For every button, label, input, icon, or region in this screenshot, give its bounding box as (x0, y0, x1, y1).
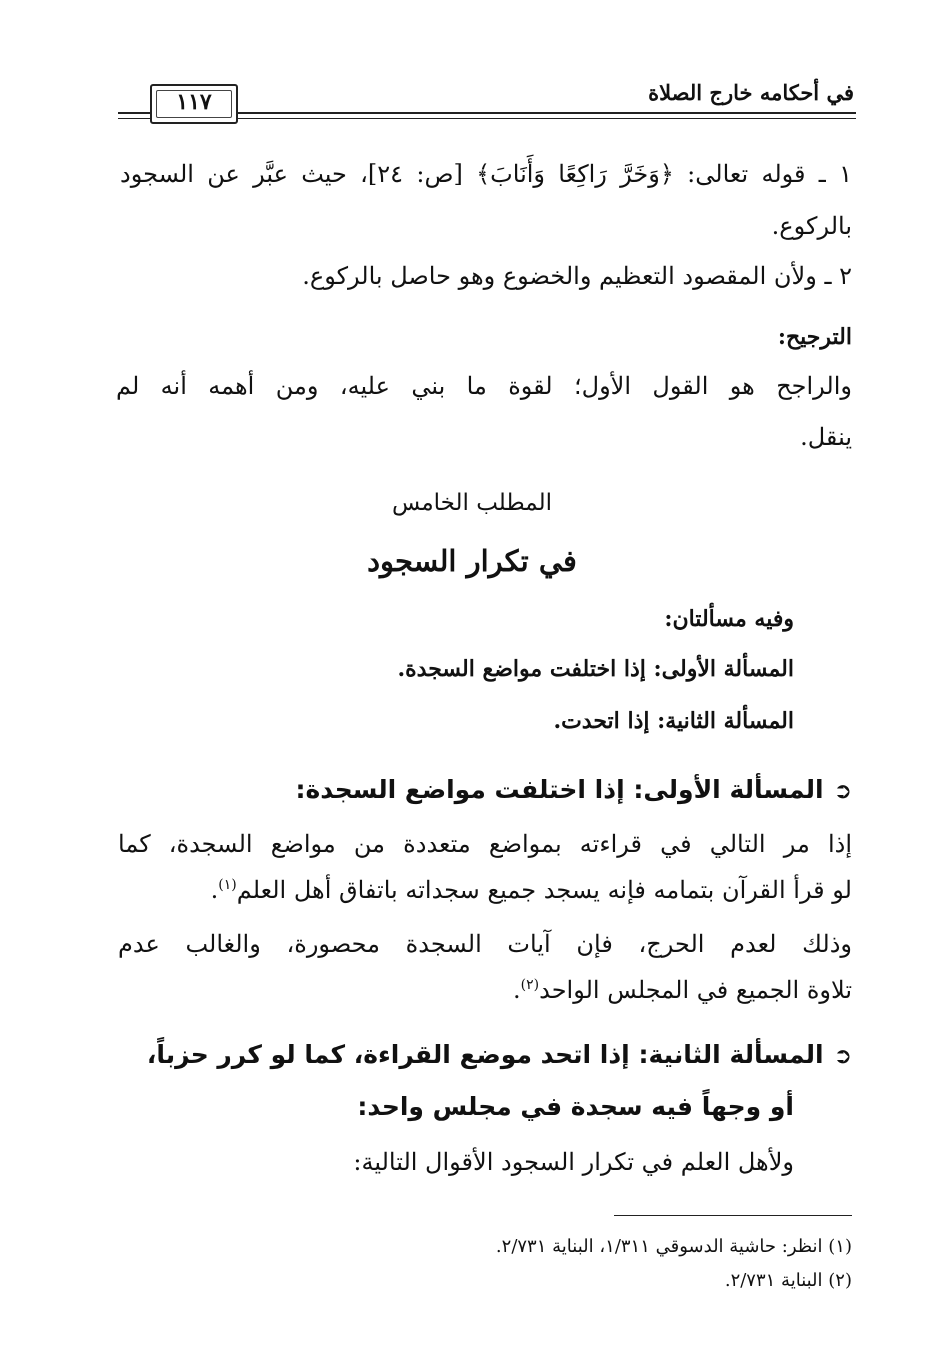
footnote-ref-1[interactable]: (١) (218, 877, 237, 893)
para3: ولأهل العلم في تكرار السجود الأقوال التالية: (353, 1148, 794, 1176)
body-line-4: والراجح هو القول الأول؛ لقوة ما بني عليه، ومن أهمه أنه لم (116, 372, 852, 400)
issue-2-heading-line-2: أو وجهاً فيه سجدة في مجلس واحد: (357, 1092, 794, 1121)
issue-2-heading (112, 1040, 852, 1070)
para1-line-2-text: لو قرأ القرآن بتمامه فإنه يسجد جميع سجداته باتفاق أهل العلم (236, 876, 852, 904)
running-header-title: في أحكامه خارج الصلاة (648, 80, 854, 105)
issue-1-heading (296, 775, 852, 805)
para1-line-2 (211, 876, 852, 905)
footnote-rule (614, 1215, 852, 1216)
page-number: ١١٧ (176, 89, 212, 115)
issue-1-heading-text: المسألة الأولى: إذا اختلفت مواضع السجدة: (295, 775, 824, 804)
body-line-1: ١ ـ قوله تعالى: ﴿وَخَرَّ رَاكِعًا وَأَنَابَ﴾ [ص: ٢٤]، حيث عبَّر عن السجود (120, 160, 852, 188)
issues-intro: وفيه مسألتان: (664, 606, 794, 632)
bullet-icon: ➲ (833, 1044, 852, 1069)
issue-2-heading-text: المسألة الثانية: إذا اتحد موضع القراءة، كما لو كرر حزباً، (146, 1040, 824, 1069)
footnote-1: (١) انظر: حاشية الدسوقي ١/٣١١، البناية ٢/٧٣١. (495, 1236, 852, 1257)
bullet-icon: ➲ (833, 779, 852, 804)
issue-2: المسألة الثانية: إذا اتحدت. (553, 708, 794, 734)
page-number-frame (150, 84, 238, 124)
body-line-2: بالركوع. (771, 212, 852, 240)
body-line-3: ٢ ـ ولأن المقصود التعظيم والخضوع وهو حاصل بالركوع. (302, 262, 852, 290)
footnote-2: (٢) البناية ٢/٧٣١. (724, 1270, 852, 1291)
para2-line-2 (513, 976, 852, 1005)
para1-line-1: إذا مر التالي في قراءته بمواضع متعددة من مواضع السجدة، كما (118, 830, 853, 858)
section-label: المطلب الخامس (392, 490, 552, 516)
body-line-5: ينقل. (800, 423, 852, 451)
para1-end: . (210, 876, 219, 904)
issue-1: المسألة الأولى: إذا اختلفت مواضع السجدة. (397, 656, 794, 682)
para2-line-2-text: تلاوة الجميع في المجلس الواحد (539, 976, 852, 1004)
section-title: في تكرار السجود (367, 544, 577, 578)
para2-line-1: وذلك لعدم الحرج، فإن آيات السجدة محصورة، والغالب عدم (118, 930, 852, 958)
footnote-ref-2[interactable]: (٢) (520, 977, 540, 993)
para2-end: . (513, 976, 521, 1004)
tarjih-heading: الترجيح: (777, 324, 852, 350)
